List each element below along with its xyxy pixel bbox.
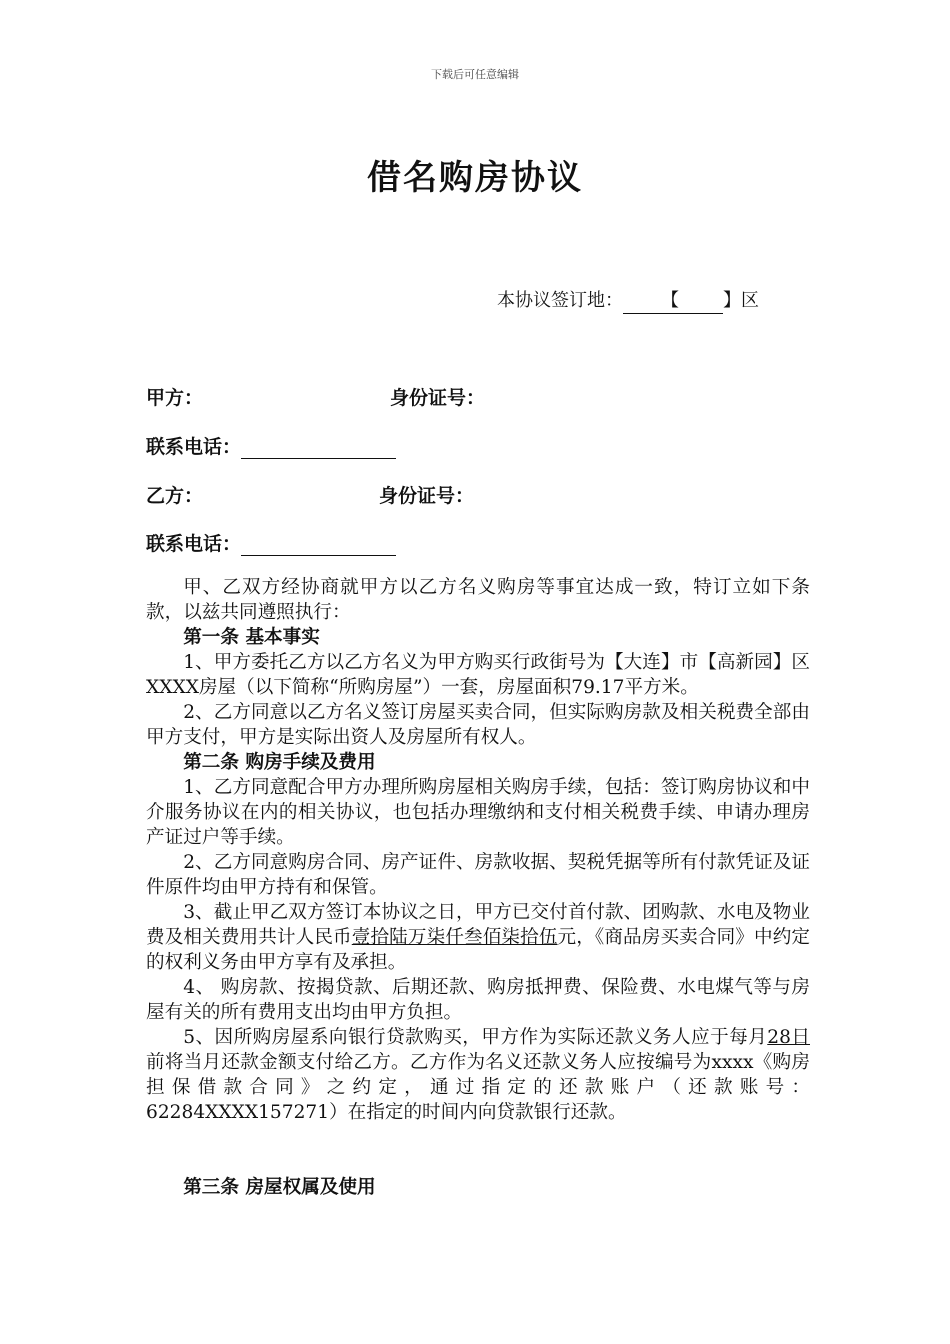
party-a-label: 甲方： xyxy=(146,387,204,409)
document-title: 借名购房协议 xyxy=(367,158,583,198)
phone-blank-2 xyxy=(241,536,396,556)
payment-day: 28日 xyxy=(767,1027,810,1048)
article-1-heading: 第一条 基本事实 xyxy=(183,627,320,648)
payment-amount: 壹拾陆万柒仟叁佰柒拾伍 xyxy=(351,927,558,948)
article-2-heading: 第二条 购房手续及费用 xyxy=(183,752,376,773)
party-b-row xyxy=(146,481,475,508)
phone-label-1: 联系电话： xyxy=(146,436,242,458)
party-b-id-label: 身份证号： xyxy=(379,485,475,507)
phone-blank-1 xyxy=(241,439,396,459)
clause-5-text-before: 5、因所购房屋系向银行贷款购买，甲方作为实际还款义务人应于每月 xyxy=(183,1027,768,1048)
clause-3-text-before: 3、截止甲乙双方签订本协议之日，甲方已交付首付款、团购款、水电及物业费及相关费用共计人民币 xyxy=(146,902,810,948)
article-2-clause-4: 4、 购房款、按揭贷款、后期还款、购房抵押费、保险费、水电煤气等与房屋有关的所有费用支出均由甲方负担。 xyxy=(146,977,810,1023)
clause-5-text-after: 前将当月还款金额支付给乙方。乙方作为名义还款义务人应按编号为xxxx《购房担保借款合同》之约定，通过指定的还款账户（还款账号：62284XXXX157271）在指定的时间内向贷款银行还款。 xyxy=(146,1052,810,1123)
article-3-heading: 第三条 房屋权属及使用 xyxy=(183,1177,376,1198)
article-2-clause-3 xyxy=(146,900,810,975)
signing-place-label: 本协议签订地： xyxy=(497,290,623,311)
party-a-id-label: 身份证号： xyxy=(390,387,486,409)
agreement-body xyxy=(146,575,810,1125)
bracket-close: 】区 xyxy=(723,290,759,311)
article-2-clause-2: 2、乙方同意购房合同、房产证件、房款收据、契税凭据等所有付款凭证及证件原件均由甲方持有和保管。 xyxy=(146,852,810,898)
article-2-clause-1: 1、乙方同意配合甲方办理所购房屋相关购房手续，包括：签订购房协议和中介服务协议在内的相关协议，也包括办理缴纳和支付相关税费手续、申请办理房产证过户等手续。 xyxy=(146,777,810,848)
signing-place xyxy=(497,286,759,314)
article-1-clause-2: 2、乙方同意以乙方名义签订房屋买卖合同，但实际购房款及相关税费全部由甲方支付，甲方是实际出资人及房屋所有权人。 xyxy=(146,702,810,748)
header-note: 下载后可任意编辑 xyxy=(431,68,519,81)
phone-row-1 xyxy=(146,432,396,459)
phone-row-2 xyxy=(146,529,396,556)
intro-paragraph: 甲、乙双方经协商就甲方以乙方名义购房等事宜达成一致，特订立如下条款，以兹共同遵照执行： xyxy=(146,577,810,623)
article-1-clause-1: 1、甲方委托乙方以乙方名义为甲方购买行政街号为【大连】市【高新园】区XXXX房屋（以下简称“所购房屋”）一套，房屋面积79.17平方米。 xyxy=(146,652,810,698)
article-2-clause-5 xyxy=(146,1025,810,1125)
signing-place-blank xyxy=(623,286,723,314)
clause-3-text-after: 元，《商品房买卖合同》中约定的权利义务由甲方享有及承担。 xyxy=(146,927,810,973)
party-b-label: 乙方： xyxy=(146,485,204,507)
phone-label-2: 联系电话： xyxy=(146,533,242,555)
party-a-row xyxy=(146,383,486,410)
bracket-open: 【 xyxy=(661,290,679,311)
